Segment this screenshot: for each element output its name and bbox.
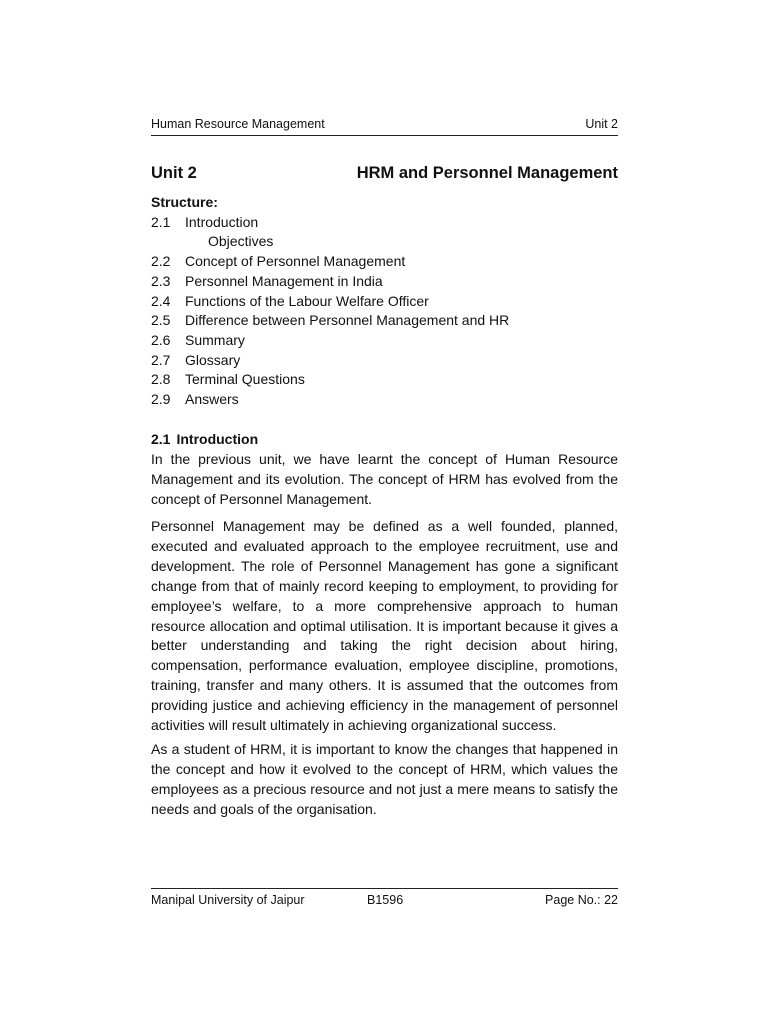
header-rule (151, 135, 618, 136)
header-course-title: Human Resource Management (151, 117, 325, 131)
toc-item-label: Functions of the Labour Welfare Officer (185, 292, 429, 309)
body-paragraph: In the previous unit, we have learnt the concept of Human Resource Management and its evolution. The concept of HRM has evolved from the concept of Personnel Management. (151, 451, 618, 507)
structure-heading: Structure: (151, 194, 218, 210)
body-paragraph: As a student of HRM, it is important to know the changes that happened in the concept and how it evolved to the concept of HRM, which values the employees as a precious resource and not just a mere means to satisfy the needs and goals of the organisation. (151, 741, 618, 817)
body-paragraph: Personnel Management may be defined as a well founded, planned, executed and evaluated approach to the employee recruitment, use and development. The role of Personnel Management has gone a significant change from that of mainly record keeping to employment, to providing for employee’s welfare, to a more comprehensive approach to human resource allocation and optimal utilisation. It is important because it gives a better understanding and taking the right decision about hiring, compensation, performance evaluation, employee discipline, promotions, training, transfer and many others. It is assumed that the outcomes from providing justice and achieving efficiency in the management of personnel activities will result ultimately in achieving organizational success. (151, 518, 618, 734)
toc-item-number: 2.4 (151, 292, 171, 309)
running-footer (151, 892, 618, 908)
toc-item-label: Concept of Personnel Management (185, 253, 406, 270)
toc-item-number: 2.9 (151, 391, 171, 408)
document-page (151, 0, 618, 1024)
toc-subitem (151, 232, 618, 252)
toc-item-label: Terminal Questions (185, 371, 305, 388)
toc-item-label: Glossary (185, 351, 241, 368)
footer-page-number: Page No.: 22 (545, 893, 618, 907)
toc-item (151, 292, 618, 312)
header-unit-label: Unit 2 (585, 117, 618, 131)
footer-university: Manipal University of Jaipur (151, 893, 305, 907)
toc-item-number: 2.2 (151, 253, 171, 270)
toc-item-number: 2.5 (151, 312, 171, 329)
toc-item (151, 252, 618, 272)
section-number: 2.1 (151, 431, 171, 447)
toc-item-label: Summary (185, 331, 245, 348)
running-header (151, 116, 618, 132)
toc-item (151, 213, 618, 233)
toc-item (151, 390, 618, 410)
toc-item-label: Difference between Personnel Management and HR (185, 312, 510, 329)
toc-item-number: 2.3 (151, 272, 171, 289)
footer-rule (151, 888, 618, 889)
structure-list (151, 193, 618, 410)
toc-item-number: 2.1 (151, 213, 171, 230)
unit-number: Unit 2 (151, 164, 197, 182)
section-title: Introduction (176, 431, 259, 447)
toc-item (151, 272, 618, 292)
toc-item (151, 351, 618, 371)
toc-subitem-label: Objectives (208, 233, 274, 250)
toc-item (151, 331, 618, 351)
toc-item-label: Introduction (185, 213, 259, 230)
section-heading (151, 430, 258, 449)
footer-course-code: B1596 (367, 893, 404, 907)
toc-item (151, 311, 618, 331)
toc-item-label: Answers (185, 391, 239, 408)
toc-item-number: 2.7 (151, 351, 171, 368)
toc-item-label: Personnel Management in India (185, 272, 383, 289)
unit-heading: HRM and Personnel Management (356, 164, 618, 182)
toc-item-number: 2.6 (151, 331, 171, 348)
toc-item (151, 370, 618, 390)
toc-item-number: 2.8 (151, 371, 171, 388)
